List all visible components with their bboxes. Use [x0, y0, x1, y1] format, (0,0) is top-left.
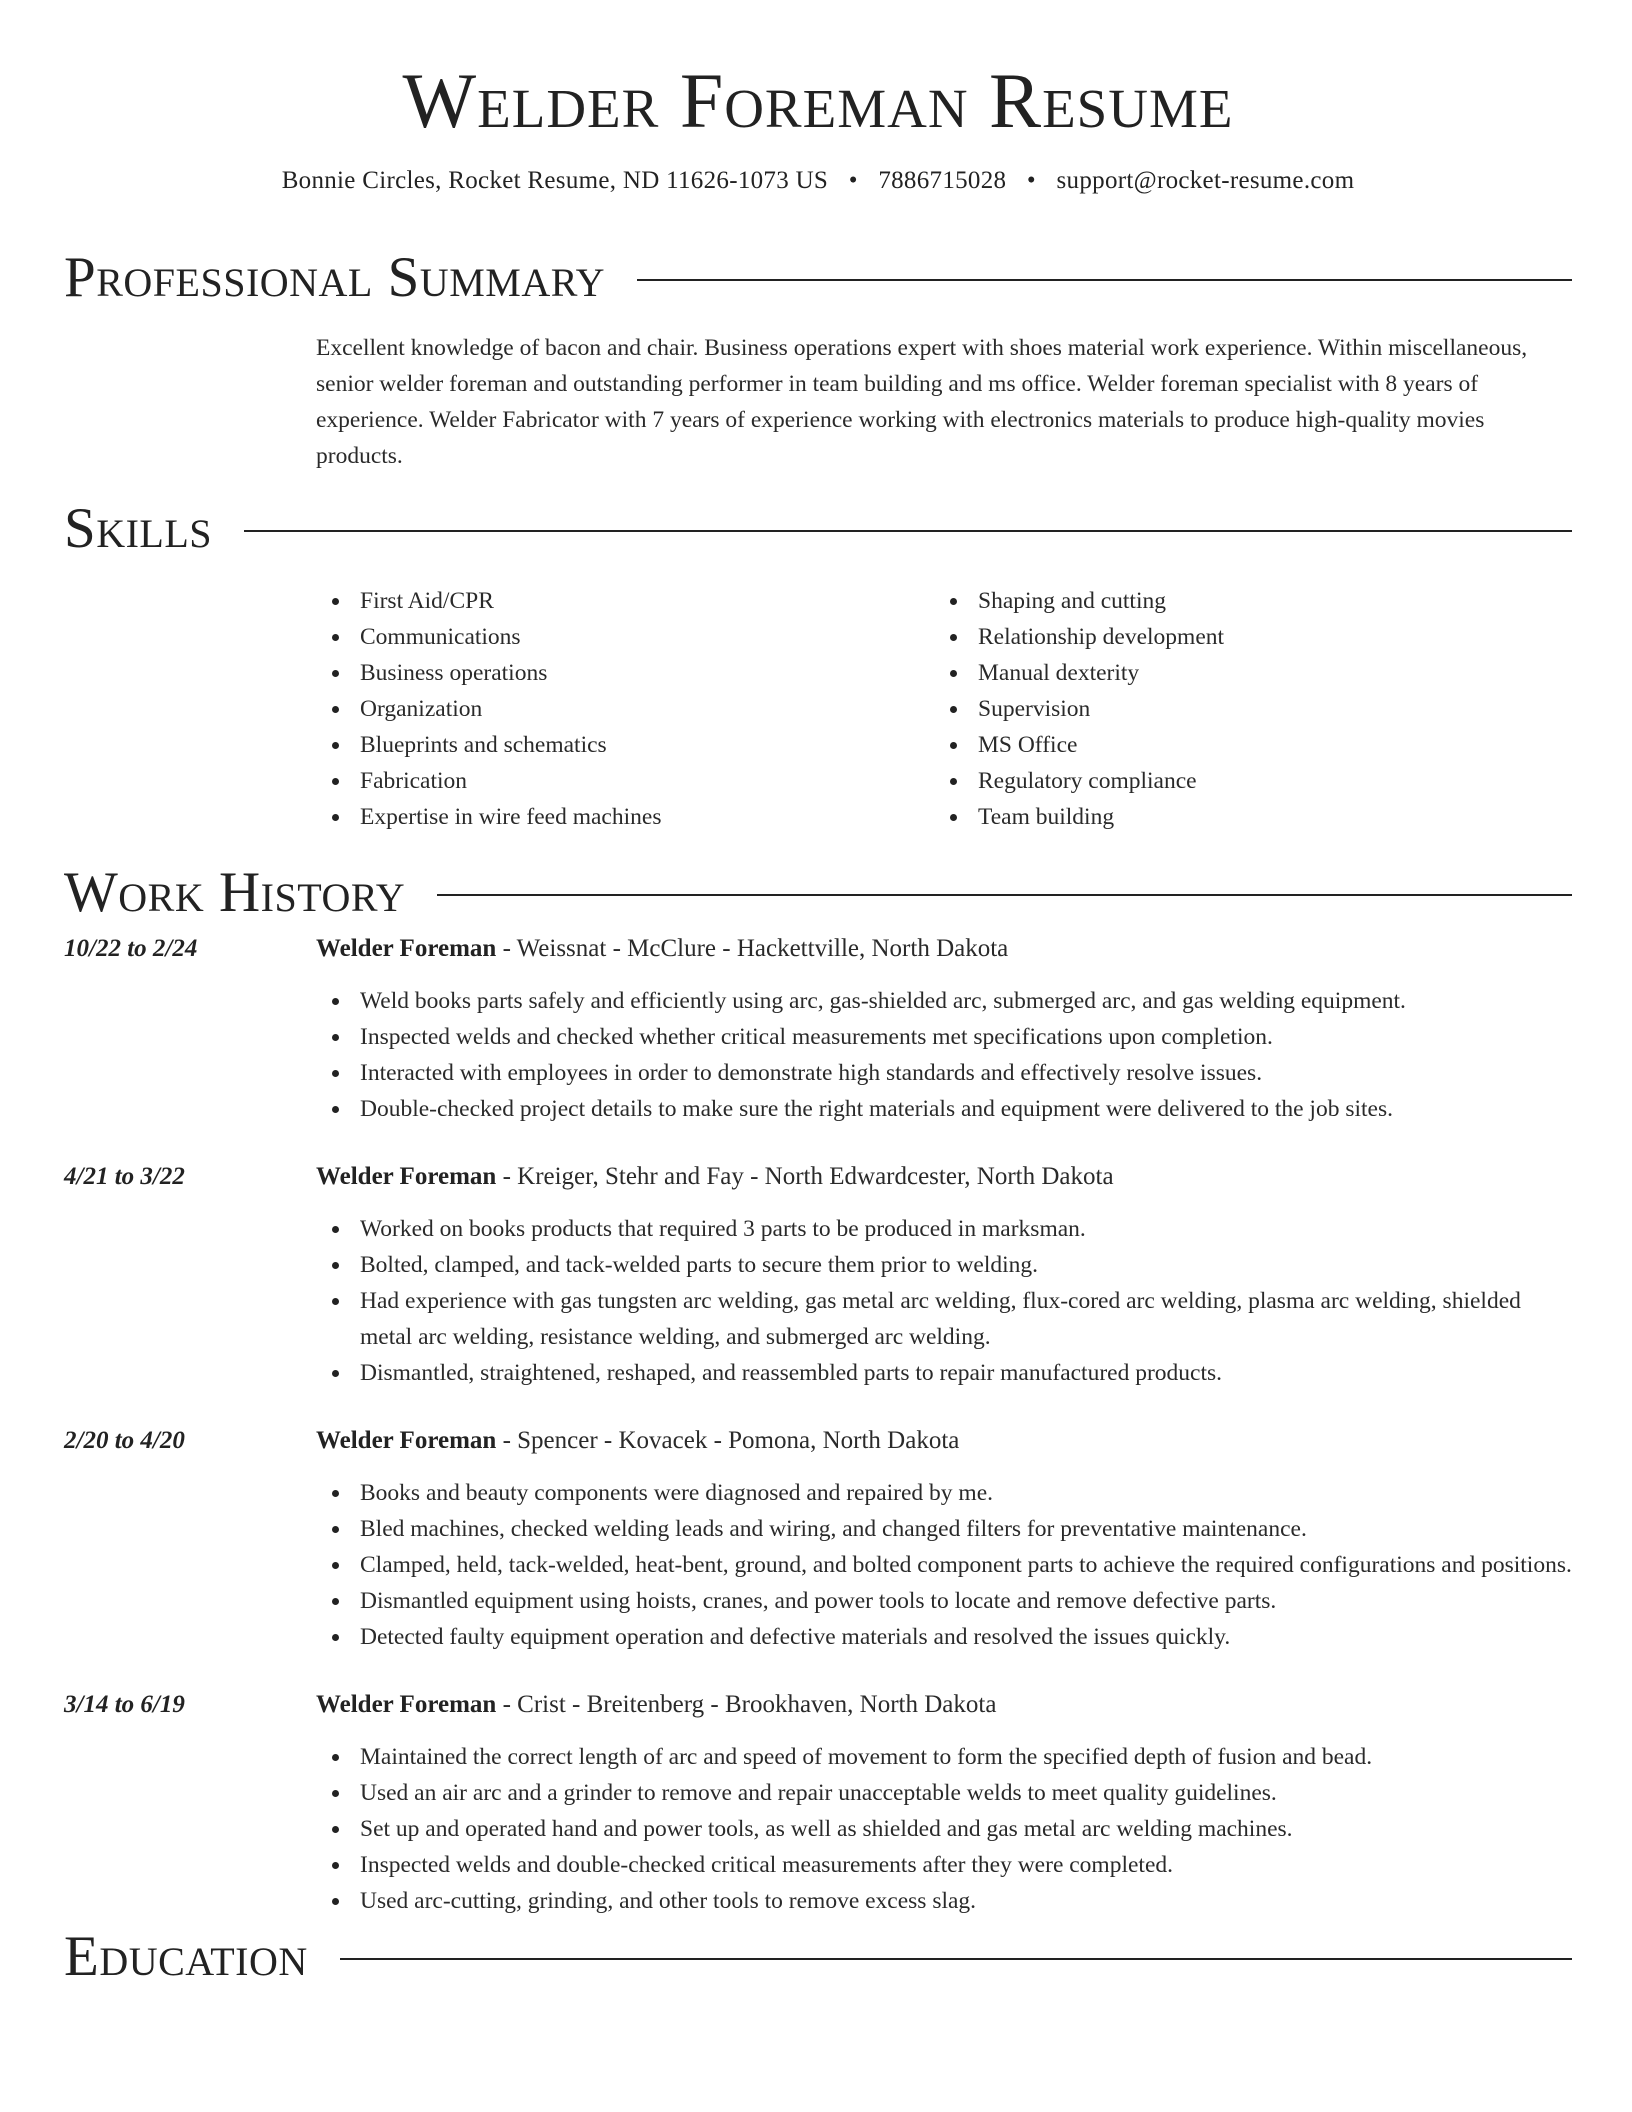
job-title: Welder Foreman: [316, 1691, 497, 1718]
skill-item: Relationship development: [934, 619, 1552, 655]
job-title-line: [316, 1159, 1572, 1195]
work-section-header: [64, 863, 1572, 923]
education-section-header: [64, 1927, 1572, 1987]
job-duties: [316, 1739, 1572, 1919]
contact-line: [64, 166, 1572, 196]
section-divider: [437, 894, 1572, 896]
job-title-line: [316, 1687, 1572, 1723]
skill-item: Organization: [316, 691, 934, 727]
job-entry: [64, 1687, 1572, 1919]
duty-item: Bolted, clamped, and tack-welded parts to secure them prior to welding.: [316, 1247, 1572, 1283]
duty-item: Double-checked project details to make sure the right materials and equipment were delivered to the job sites.: [316, 1091, 1572, 1127]
duty-item: Dismantled, straightened, reshaped, and reassembled parts to repair manufactured products.: [316, 1355, 1572, 1391]
job-duties: [316, 1475, 1572, 1655]
resume-title: Welder Foreman Resume: [402, 57, 1234, 144]
skill-item: Expertise in wire feed machines: [316, 799, 934, 835]
job-dates: 4/21 to 3/22: [64, 1163, 185, 1190]
job-employer: - Spencer - Kovacek - Pomona, North Dakota: [496, 1427, 960, 1454]
skills-section-header: [64, 499, 1572, 559]
skill-item: Communications: [316, 619, 934, 655]
skill-item: Manual dexterity: [934, 655, 1552, 691]
section-divider: [637, 279, 1572, 281]
skill-item: Regulatory compliance: [934, 763, 1552, 799]
duty-item: Weld books parts safely and efficiently using arc, gas-shielded arc, submerged arc, and gas welding equipment.: [316, 983, 1572, 1019]
duty-item: Interacted with employees in order to demonstrate high standards and effectively resolve issues.: [316, 1055, 1572, 1091]
duty-item: Detected faulty equipment operation and defective materials and resolved the issues quickly.: [316, 1619, 1572, 1655]
duty-item: Bled machines, checked welding leads and wiring, and changed filters for preventative maintenance.: [316, 1511, 1572, 1547]
job-employer: - Kreiger, Stehr and Fay - North Edwardcester, North Dakota: [496, 1163, 1114, 1190]
job-dates: 3/14 to 6/19: [64, 1691, 185, 1718]
contact-separator: •: [848, 167, 858, 194]
job-entry: [64, 1159, 1572, 1391]
work-history-list: [64, 931, 1572, 1919]
job-entry: [64, 1423, 1572, 1655]
job-entry: [64, 931, 1572, 1127]
skills-list: [316, 583, 1572, 835]
section-divider: [340, 1958, 1572, 1960]
job-employer: - Weissnat - McClure - Hackettville, North Dakota: [496, 935, 1009, 962]
skills-column-right: [934, 583, 1552, 835]
contact-address: Bonnie Circles, Rocket Resume, ND 11626-1073 US: [281, 167, 829, 194]
duty-item: Inspected welds and double-checked critical measurements after they were completed.: [316, 1847, 1572, 1883]
job-title: Welder Foreman: [316, 1163, 497, 1190]
job-dates: 2/20 to 4/20: [64, 1427, 185, 1454]
skill-item: Supervision: [934, 691, 1552, 727]
duty-item: Used an air arc and a grinder to remove and repair unacceptable welds to meet quality guidelines.: [316, 1775, 1572, 1811]
skill-item: Fabrication: [316, 763, 934, 799]
contact-phone: 7886715028: [878, 167, 1007, 194]
job-title-line: [316, 1423, 1572, 1459]
duty-item: Clamped, held, tack-welded, heat-bent, ground, and bolted component parts to achieve the required configurations and positions.: [316, 1547, 1572, 1583]
job-title: Welder Foreman: [316, 935, 497, 962]
summary-text: Excellent knowledge of bacon and chair. Business operations expert with shoes material work experience. Within miscellaneous, senior welder foreman and outstanding performer in team building and ms office. Welder foreman specialist with 8 years of experience. Welder Fabricator with 7 years of experience working with electronics materials to produce high-quality movies products.: [316, 335, 1528, 469]
contact-email: support@rocket-resume.com: [1056, 167, 1355, 194]
job-employer: - Crist - Breitenberg - Brookhaven, North Dakota: [496, 1691, 997, 1718]
skill-item: Business operations: [316, 655, 934, 691]
summary-heading: Professional Summary: [64, 246, 606, 309]
duty-item: Used arc-cutting, grinding, and other tools to remove excess slag.: [316, 1883, 1572, 1919]
resume-page: [64, 0, 1572, 1987]
duty-item: Maintained the correct length of arc and speed of movement to form the specified depth of fusion and bead.: [316, 1739, 1572, 1775]
skill-item: First Aid/CPR: [316, 583, 934, 619]
job-title: Welder Foreman: [316, 1427, 497, 1454]
duty-item: Dismantled equipment using hoists, cranes, and power tools to locate and remove defective parts.: [316, 1583, 1572, 1619]
skill-item: MS Office: [934, 727, 1552, 763]
job-duties: [316, 983, 1572, 1127]
skill-item: Blueprints and schematics: [316, 727, 934, 763]
skill-item: Team building: [934, 799, 1552, 835]
summary-section-header: [64, 248, 1572, 308]
contact-separator: •: [1026, 167, 1036, 194]
skills-heading: Skills: [64, 497, 213, 560]
skills-column-left: [316, 583, 934, 835]
duty-item: Books and beauty components were diagnosed and repaired by me.: [316, 1475, 1572, 1511]
section-divider: [244, 530, 1572, 532]
duty-item: Set up and operated hand and power tools, as well as shielded and gas metal arc welding machines.: [316, 1811, 1572, 1847]
job-title-line: [316, 931, 1572, 967]
duty-item: Worked on books products that required 3 parts to be produced in marksman.: [316, 1211, 1572, 1247]
job-dates: 10/22 to 2/24: [64, 935, 198, 962]
duty-item: Inspected welds and checked whether critical measurements met specifications upon completion.: [316, 1019, 1572, 1055]
duty-item: Had experience with gas tungsten arc welding, gas metal arc welding, flux-cored arc welding, plasma arc welding, shielded metal arc welding, resistance welding, and submerged arc welding.: [316, 1283, 1572, 1355]
work-heading: Work History: [64, 861, 406, 924]
education-heading: Education: [64, 1925, 308, 1988]
skill-item: Shaping and cutting: [934, 583, 1552, 619]
job-duties: [316, 1211, 1572, 1391]
